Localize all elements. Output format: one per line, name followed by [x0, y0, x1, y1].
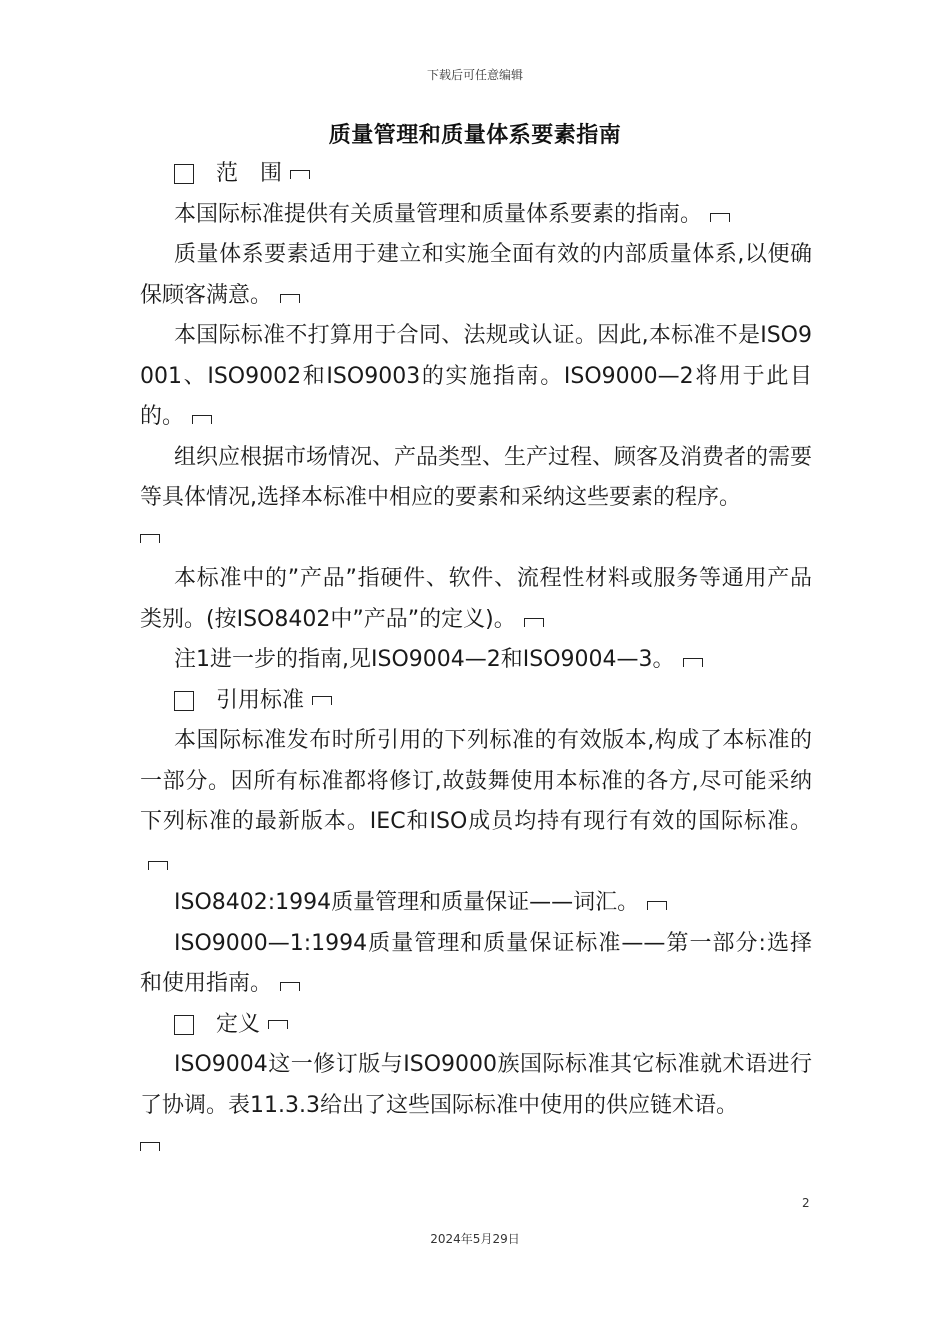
document-body: [140, 154, 812, 1167]
paragraph: 本国际标准提供有关质量管理和质量体系要素的指南。: [140, 195, 812, 236]
paragraph-mark-icon: [140, 1142, 160, 1151]
document-title: 质量管理和质量体系要素指南: [328, 123, 622, 148]
paragraph-mark-icon: [140, 534, 160, 543]
paragraph-mark-icon: [192, 415, 212, 424]
paragraph-mark-line: [140, 1126, 812, 1167]
paragraph-mark-icon: [280, 294, 300, 303]
checkbox-icon: [174, 164, 194, 184]
section-heading-references: [140, 681, 812, 722]
paragraph-mark-line: [140, 519, 812, 560]
paragraph-mark-icon: [280, 982, 300, 991]
paragraph-mark-icon: [647, 901, 667, 910]
section-title: 范 围: [216, 161, 283, 186]
checkbox-icon: [174, 1015, 194, 1035]
paragraph-mark-icon: [290, 170, 310, 179]
page-number: 2: [802, 1196, 810, 1210]
section-heading-scope: [140, 154, 812, 195]
section-title: 引用标准: [216, 687, 305, 713]
paragraph: 本国际标准发布时所引用的下列标准的有效版本,构成了本标准的一部分。因所有标准都将修订,故鼓舞使用本标准的各方,尽可能采纳下列标准的最新版本。IEC和ISO成员均持有现行有效的国际标准。: [140, 721, 812, 883]
section-title: 定义: [216, 1011, 261, 1037]
paragraph-mark-icon: [683, 658, 703, 667]
section-heading-definitions: [140, 1005, 812, 1046]
reference-item: ISO8402:1994质量管理和质量保证——词汇。: [140, 883, 812, 924]
page-footer-date: 2024年5月29日: [430, 1232, 520, 1246]
paragraph: 组织应根据市场情况、产品类型、生产过程、顾客及消费者的需要等具体情况,选择本标准中相应的要素和采纳这些要素的程序。: [140, 444, 813, 510]
checkbox-icon: [174, 691, 194, 711]
paragraph-mark-icon: [524, 618, 544, 627]
paragraph: 本国际标准不打算用于合同、法规或认证。因此,本标准不是ISO9001、ISO9002和ISO9003的实施指南。ISO9000—2将用于此目的。: [140, 323, 812, 429]
paragraph-mark-icon: [148, 861, 168, 870]
paragraph: 本标准中的”产品”指硬件、软件、流程性材料或服务等通用产品类别。(按ISO8402中”产品”的定义)。: [140, 566, 812, 632]
paragraph: ISO9004这一修订版与ISO9000族国际标准其它标准就术语进行了协调。表11.3.3给出了这些国际标准中使用的供应链术语。: [140, 1052, 812, 1118]
paragraph: 质量体系要素适用于建立和实施全面有效的内部质量体系,以便确保顾客满意。: [140, 242, 812, 308]
reference-item: ISO9000—1:1994质量管理和质量保证标准——第一部分:选择和使用指南。: [140, 930, 812, 996]
note-paragraph: 注1进一步的指南,见ISO9004—2和ISO9004—3。: [140, 640, 812, 681]
paragraph-mark-icon: [268, 1020, 288, 1029]
paragraph-mark-icon: [312, 696, 332, 705]
page-header: 下载后可任意编辑: [426, 68, 523, 82]
paragraph-mark-icon: [710, 213, 730, 222]
